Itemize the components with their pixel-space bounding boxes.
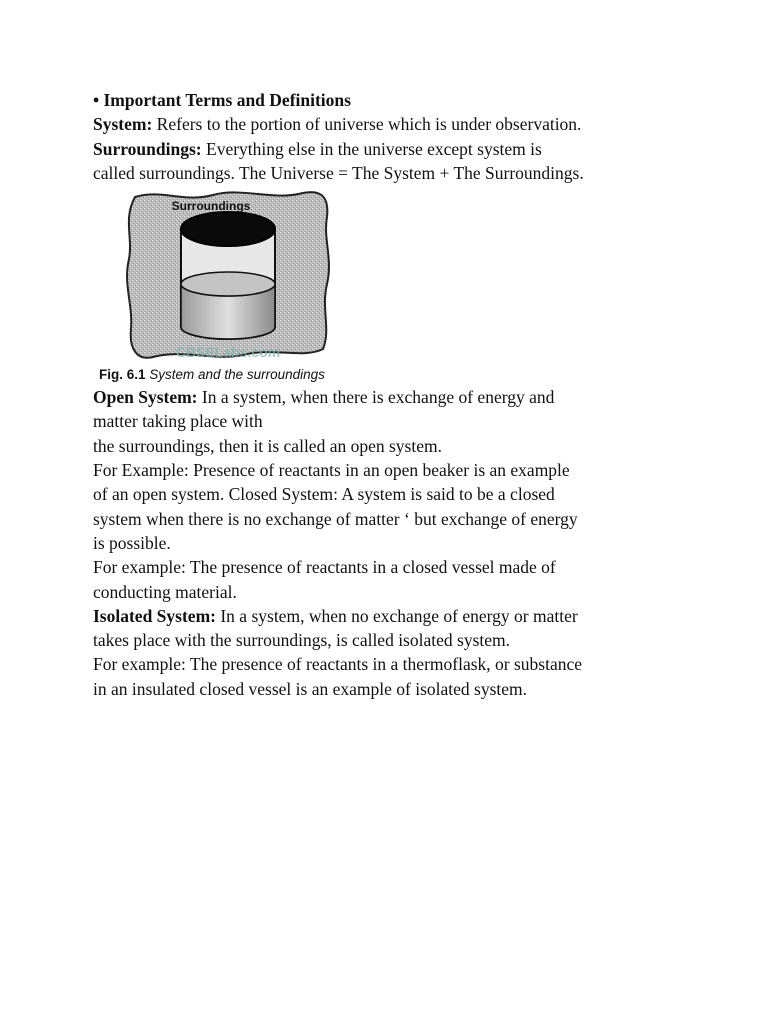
open-system-term: Open System:	[93, 387, 198, 408]
surroundings-definition-line2: called surroundings. The Universe = The System + The Surroundings.	[93, 162, 584, 183]
isolated-system-line1	[93, 604, 693, 628]
open-system-line4: For Example: Presence of reactants in an open beaker is an example	[93, 460, 570, 481]
figure-number: Fig. 6.1	[99, 367, 146, 383]
surroundings-definition-line1	[93, 137, 693, 161]
isolated-system-term: Isolated System:	[93, 605, 216, 626]
system-text: Refers to the portion of universe which is under observation.	[152, 114, 582, 135]
system-surroundings-figure	[93, 185, 693, 385]
open-system-line3: the surroundings, then it is called an open system.	[93, 435, 442, 456]
open-system-line5: of an open system. Closed System: A system is said to be a closed	[93, 484, 555, 505]
isolated-system-line3: For example: The presence of reactants in a thermoflask, or substance	[93, 654, 583, 675]
system-surroundings-illustration	[123, 189, 333, 361]
section-heading: • Important Terms and Definitions	[93, 90, 351, 110]
system-term: System:	[93, 114, 153, 135]
open-system-text: In a system, when there is exchange of energy and	[197, 387, 555, 408]
watermark: CBSELabs.com	[175, 344, 281, 361]
figure-caption	[99, 363, 325, 387]
figure-caption-text: System and the surroundings	[149, 367, 325, 383]
document-body	[93, 88, 693, 701]
isolated-system-text: In a system, when no exchange of energy or matter	[215, 605, 578, 626]
system-definition	[93, 112, 693, 136]
open-system-line9: conducting material.	[93, 581, 237, 602]
open-system-line8: For example: The presence of reactants in a closed vessel made of	[93, 557, 556, 578]
isolated-system-line4: in an insulated closed vessel is an example of isolated system.	[93, 678, 527, 699]
system-cylinder-top	[181, 212, 275, 246]
system-contents-surface	[181, 272, 275, 296]
isolated-system-line2: takes place with the surroundings, is called isolated system.	[93, 630, 510, 651]
open-system-line2: matter taking place with	[93, 411, 263, 432]
open-system-line7: is possible.	[93, 532, 171, 553]
surroundings-term: Surroundings:	[93, 138, 202, 159]
open-system-line6: system when there is no exchange of matter ‘ but exchange of energy	[93, 508, 578, 529]
surroundings-text: Everything else in the universe except system is	[201, 138, 542, 159]
open-system-line1	[93, 385, 693, 409]
surroundings-label: Surroundings	[171, 199, 251, 214]
